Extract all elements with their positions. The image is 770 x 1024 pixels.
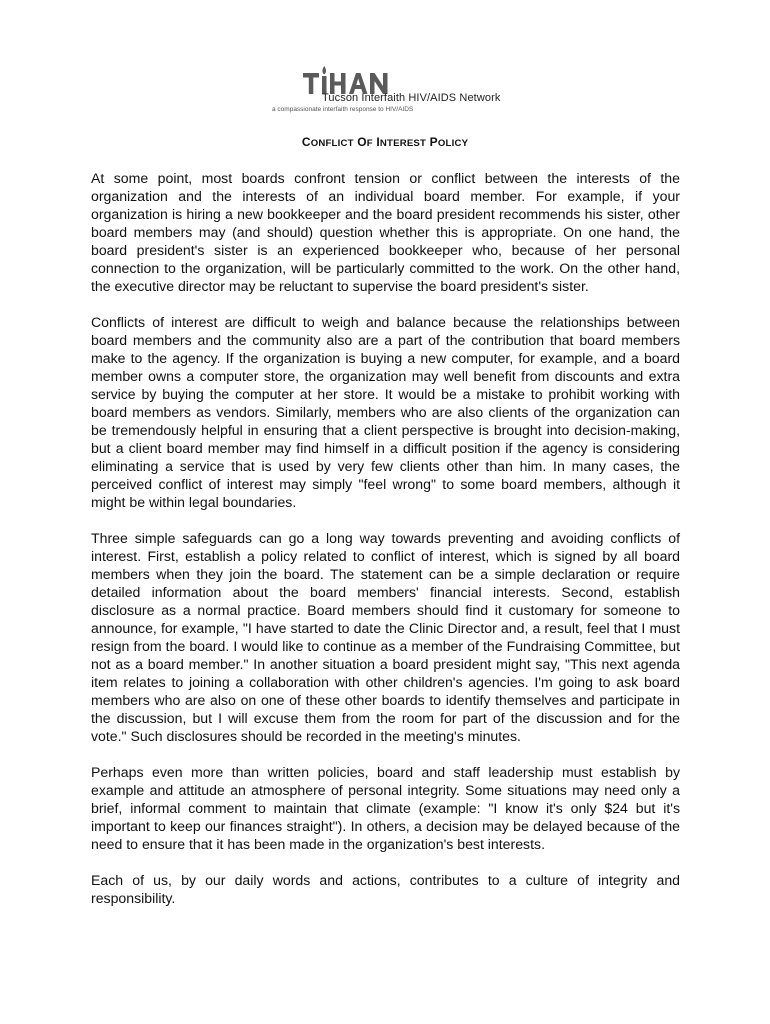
- paragraph-closing: Each of us, by our daily words and actions, contributes to a culture of integrity and responsibility.: [91, 872, 680, 906]
- title-initial: I: [376, 135, 380, 149]
- document-body: [91, 169, 680, 925]
- title-initial: C: [301, 135, 311, 149]
- title-initial: P: [429, 135, 438, 149]
- document-title: [0, 135, 770, 149]
- paragraph-weighing-conflicts: Conflicts of interest are difficult to weigh and balance because the relationships between board members and the community also are a part of the contribution that board members make to the agency. If the organization is buying a new computer, for example, and a board member owns a computer store, the organization may well benefit from discounts and extra service by buying the computer at her store. It would be a mistake to prohibit working with board members as vendors. Similarly, members who are also clients of the organization can be tremendously helpful in ensuring that a client perspective is brought into decision-making, but a client board member may find himself in a difficult position if the agency is considering eliminating a service that is used by very few clients other than him. In many cases, the perceived conflict of interest may simply "feel wrong" to some board members, although it might be within legal boundaries.: [91, 314, 680, 510]
- paragraph-board-conflict-example: At some point, most boards confront tension or conflict between the interests of the organization and the interests of an individual board member. For example, if your organization is hiring a new bookkeeper and the board president recommends his sister, other board members may (and should) question whether this is appropriate. On one hand, the board president's sister is an experienced bookkeeper who, because of her personal connection to the organization, will be particularly committed to the work. On the other hand, the executive director may be reluctant to supervise the board president's sister.: [91, 170, 680, 294]
- title-rest: OLICY: [437, 138, 469, 149]
- organization-tagline: a compassionate interfaith response to HIV/AIDS: [272, 106, 414, 113]
- title-rest: ONFLICT: [310, 138, 354, 149]
- paragraph-safeguards: Three simple safeguards can go a long way towards preventing and avoiding conflicts of interest. First, establish a policy related to conflict of interest, which is signed by all board members when they join the board. The statement can be a simple declaration or require detailed information about the board members' financial interests. Second, establish disclosure as a normal practice. Board members should find it customary for someone to announce, for example, "I have started to date the Clinic Director and, a result, feel that I must resign from the board. I would like to continue as a member of the Fundraising Committee, but not as a board member." In another situation a board president might say, "This next agenda item relates to joining a collaboration with other children's agencies. I'm going to ask board members who are also on one of these other boards to identify themselves and participate in the discussion, but I will excuse them from the room for part of the discussion and for the vote." Such disclosures should be recorded in the meeting's minutes.: [91, 530, 680, 744]
- title-rest: F: [366, 138, 373, 149]
- tihan-logo-mark: [303, 64, 393, 94]
- paragraph-leadership-integrity: Perhaps even more than written policies, board and staff leadership must establish by example and attitude an atmosphere of personal integrity. Some situations may need only a brief, informal comment to maintain that climate (example: "I know it's only $24 but it's important to keep our finances straight"). In others, a decision may be delayed because of the need to ensure that it has been made in the organization's best interests.: [91, 764, 680, 852]
- organization-logo: [270, 64, 510, 120]
- title-rest: NTEREST: [379, 138, 427, 149]
- organization-name: Tucson Interfaith HIV/AIDS Network: [322, 92, 501, 104]
- title-initial: O: [357, 135, 367, 149]
